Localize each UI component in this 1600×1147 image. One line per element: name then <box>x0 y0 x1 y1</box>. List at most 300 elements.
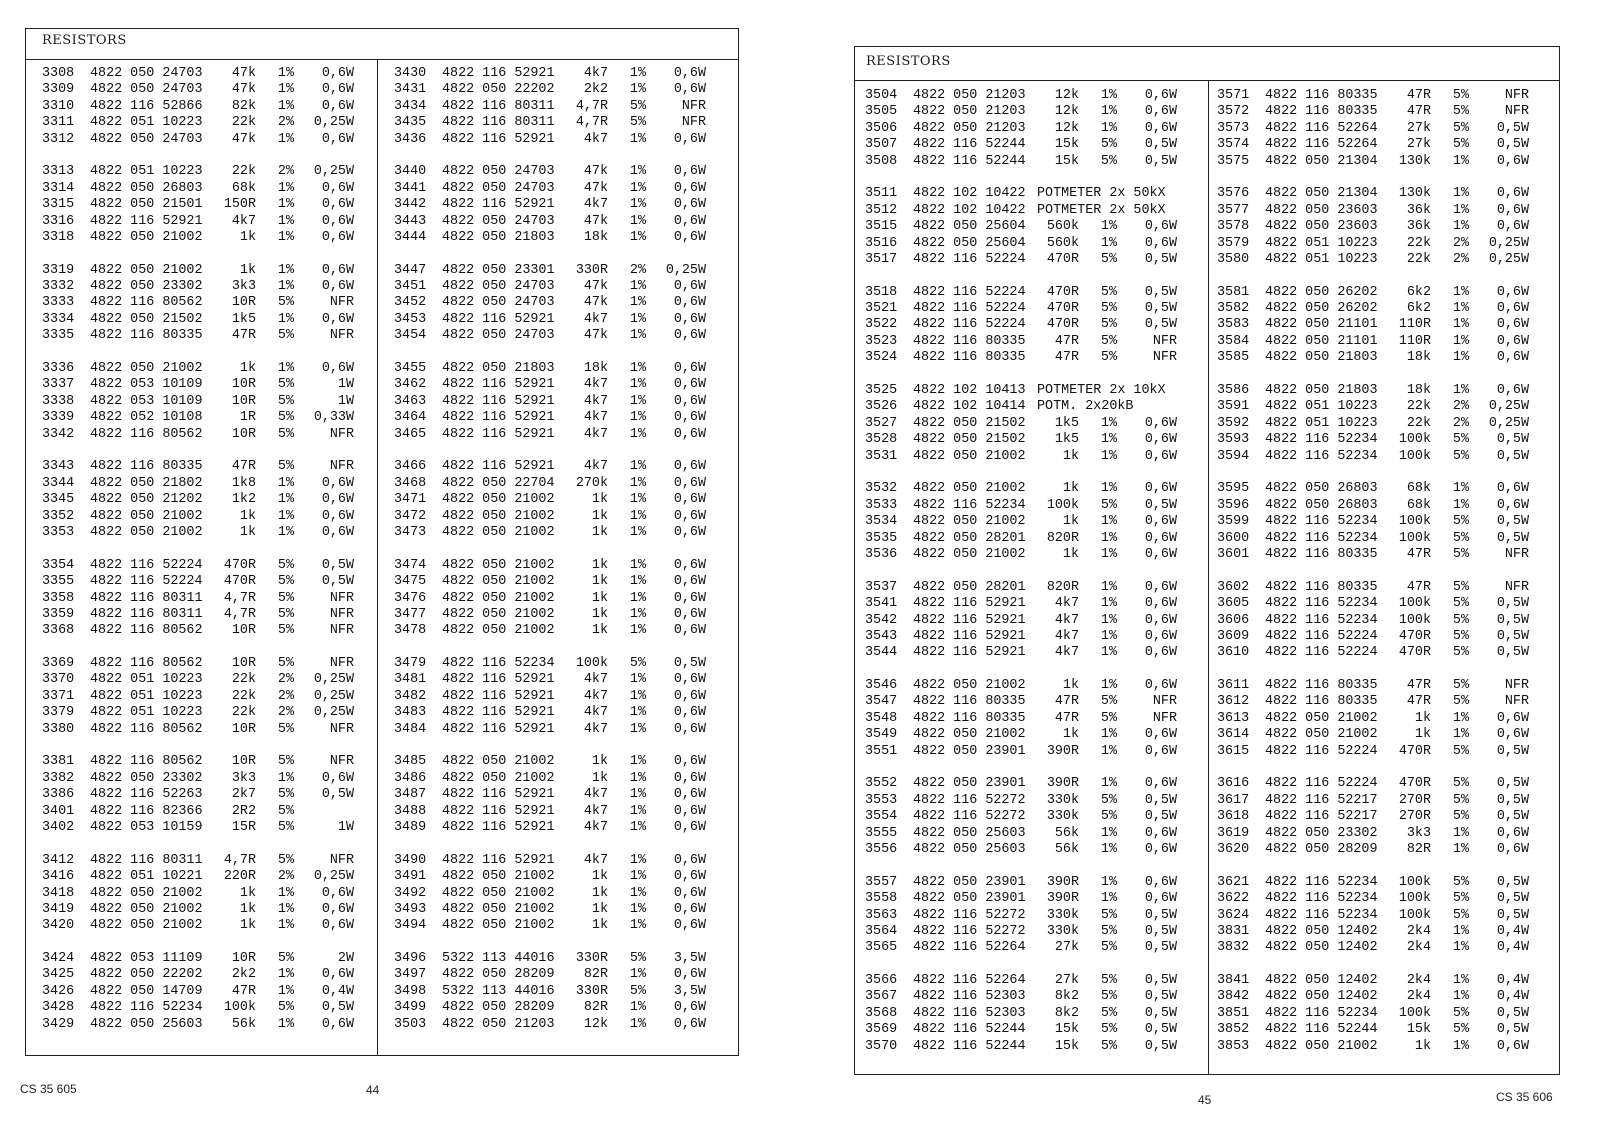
tolerance-cell: 1% <box>277 131 294 147</box>
value-cell: 2R2 <box>231 803 256 819</box>
part-code-cell: 4822 050 21002 <box>442 557 555 573</box>
ref-cell: 3386 <box>42 787 75 803</box>
table-row <box>394 230 706 246</box>
part-code-cell: 4822 116 80311 <box>90 606 203 622</box>
ref-cell: 3472 <box>394 508 427 524</box>
value-cell: 1k <box>1062 448 1079 464</box>
tolerance-cell: 5% <box>1100 907 1117 923</box>
part-code-cell: 4822 050 21502 <box>913 432 1026 448</box>
ref-cell: 3491 <box>394 869 427 885</box>
power-cell: 0,6W <box>321 197 354 213</box>
tolerance-cell: 1% <box>629 787 646 803</box>
ref-cell: 3606 <box>1217 612 1250 628</box>
tolerance-cell: 1% <box>629 311 646 327</box>
part-code-cell: 4822 050 26803 <box>1265 481 1378 497</box>
table-row <box>1217 678 1529 694</box>
ref-cell: 3466 <box>394 459 427 475</box>
part-code-cell: 4822 116 80335 <box>913 694 1026 710</box>
power-cell: 0,6W <box>1496 841 1529 857</box>
tolerance-cell: 1% <box>1452 284 1469 300</box>
tolerance-cell: 5% <box>277 754 294 770</box>
left-header-divider <box>25 59 739 60</box>
row-group <box>1217 383 1529 465</box>
tolerance-cell: 5% <box>1100 1038 1117 1054</box>
power-cell: 0,25W <box>1488 415 1529 431</box>
table-row <box>1217 694 1529 710</box>
part-code-cell: 4822 050 21002 <box>913 481 1026 497</box>
value-cell: 1k <box>239 918 256 934</box>
ref-cell: 3370 <box>42 672 75 688</box>
ref-cell: 3494 <box>394 918 427 934</box>
table-row <box>394 951 706 967</box>
ref-cell: 3523 <box>865 333 898 349</box>
ref-cell: 3577 <box>1217 202 1250 218</box>
part-code-cell: 4822 116 52234 <box>1265 612 1378 628</box>
value-cell: 47k <box>583 328 608 344</box>
part-code-cell: 4822 116 52921 <box>442 410 555 426</box>
tolerance-cell: 1% <box>1452 923 1469 939</box>
part-code-cell: 4822 050 21002 <box>90 918 203 934</box>
left-column-divider <box>377 59 378 1056</box>
value-cell: 15k <box>1054 153 1079 169</box>
table-row <box>394 492 706 508</box>
value-cell: 68k <box>231 180 256 196</box>
table-row <box>42 689 354 705</box>
tolerance-cell: 1% <box>629 557 646 573</box>
power-cell: 0,4W <box>1496 989 1529 1005</box>
tolerance-cell: 5% <box>1100 1005 1117 1021</box>
value-cell: 110R <box>1398 333 1431 349</box>
table-row <box>1217 203 1529 219</box>
table-row <box>1217 809 1529 825</box>
ref-cell: 3551 <box>865 743 898 759</box>
table-row <box>394 607 706 623</box>
ref-cell: 3601 <box>1217 546 1250 562</box>
tolerance-cell: 5% <box>277 557 294 573</box>
tolerance-cell: 5% <box>277 328 294 344</box>
power-cell: 0,6W <box>673 508 706 524</box>
value-cell: 1k <box>591 557 608 573</box>
power-cell: 0,6W <box>1144 579 1177 595</box>
power-cell: 0,6W <box>673 197 706 213</box>
value-cell: 330R <box>575 951 608 967</box>
tolerance-cell: 1% <box>1100 776 1117 792</box>
part-code-cell: 4822 116 52921 <box>442 426 555 442</box>
power-cell: 0,5W <box>1144 251 1177 267</box>
power-cell: 0,5W <box>1144 792 1177 808</box>
table-row <box>394 869 706 885</box>
value-cell: 68k <box>1406 481 1431 497</box>
power-cell: 0,5W <box>1496 120 1529 136</box>
value-cell: 82R <box>1406 841 1431 857</box>
part-code-cell: 4822 050 24703 <box>90 82 203 98</box>
ref-cell: 3431 <box>394 82 427 98</box>
value-cell: 8k2 <box>1054 989 1079 1005</box>
table-row <box>865 531 1189 547</box>
tolerance-cell: 1% <box>277 983 294 999</box>
tolerance-cell: 1% <box>629 606 646 622</box>
value-cell: 27k <box>1406 120 1431 136</box>
part-code-cell: 4822 050 22202 <box>90 967 203 983</box>
ref-cell: 3451 <box>394 279 427 295</box>
table-row <box>394 361 706 377</box>
ref-cell: 3853 <box>1217 1038 1250 1054</box>
ref-cell: 3428 <box>42 1000 75 1016</box>
table-row <box>394 656 706 672</box>
value-cell: 56k <box>1054 841 1079 857</box>
tolerance-cell: 5% <box>629 115 646 131</box>
value-cell: 4k7 <box>583 311 608 327</box>
power-cell: 0,6W <box>673 869 706 885</box>
tolerance-cell: 5% <box>277 393 294 409</box>
part-code-cell: 4822 116 52224 <box>1265 645 1378 661</box>
part-code-cell: 4822 116 80311 <box>90 852 203 868</box>
power-cell: NFR <box>329 590 354 606</box>
table-row <box>394 312 706 328</box>
part-code-cell: 4822 116 52224 <box>90 574 203 590</box>
table-row <box>42 459 354 475</box>
power-cell: 0,6W <box>673 393 706 409</box>
table-row <box>1217 596 1529 612</box>
table-row <box>42 672 354 688</box>
tolerance-cell: 5% <box>1100 284 1117 300</box>
part-code-cell: 4822 116 80562 <box>90 295 203 311</box>
ref-cell: 3489 <box>394 819 427 835</box>
ref-cell: 3447 <box>394 262 427 278</box>
value-cell: 1k5 <box>1054 415 1079 431</box>
ref-cell: 3424 <box>42 951 75 967</box>
table-row <box>1217 399 1529 415</box>
table-row <box>865 809 1189 825</box>
part-code-cell: 4822 116 52921 <box>442 66 555 81</box>
part-code-cell: 4822 116 52866 <box>90 98 203 114</box>
ref-cell: 3507 <box>865 137 898 153</box>
tolerance-cell: 5% <box>1452 546 1469 562</box>
tolerance-cell: 1% <box>1100 825 1117 841</box>
table-row <box>394 82 706 98</box>
value-cell: 100k <box>1398 874 1431 890</box>
row-group <box>865 973 1189 1055</box>
value-cell: 2k2 <box>231 967 256 983</box>
part-code-cell: 4822 116 52244 <box>913 1038 1026 1054</box>
power-cell: NFR <box>329 426 354 442</box>
ref-cell: 3369 <box>42 656 75 672</box>
power-cell: 0,5W <box>1496 137 1529 153</box>
ref-cell: 3506 <box>865 120 898 136</box>
value-cell: 3k3 <box>231 770 256 786</box>
power-cell: 0,6W <box>321 967 354 983</box>
part-code-cell: 4822 116 80311 <box>442 98 555 114</box>
table-row <box>42 328 354 344</box>
ref-cell: 3512 <box>865 202 898 218</box>
power-cell: 0,6W <box>673 180 706 196</box>
tolerance-cell: 1% <box>629 197 646 213</box>
value-cell: 3k3 <box>1406 825 1431 841</box>
tolerance-cell: 1% <box>1452 973 1469 989</box>
tolerance-cell: 1% <box>1452 383 1469 399</box>
tolerance-cell: 1% <box>629 66 646 81</box>
value-cell: 1k <box>1414 1038 1431 1054</box>
table-row <box>1217 236 1529 252</box>
power-cell: 0,6W <box>673 475 706 491</box>
right-footer-code: CS 35 606 <box>1496 1090 1553 1104</box>
value-cell: 330k <box>1046 809 1079 825</box>
value-cell: 47k <box>583 279 608 295</box>
table-row <box>1217 891 1529 907</box>
value-cell: 470R <box>1046 301 1079 317</box>
value-cell: 2k4 <box>1406 923 1431 939</box>
power-cell: NFR <box>329 623 354 639</box>
ref-cell: 3620 <box>1217 841 1250 857</box>
value-cell: 1k <box>591 885 608 901</box>
part-code-cell: 4822 050 21203 <box>442 1016 555 1032</box>
table-row <box>1217 793 1529 809</box>
table-row <box>865 793 1189 809</box>
table-row <box>865 301 1189 317</box>
row-group <box>865 285 1189 367</box>
power-cell: 0,6W <box>673 164 706 180</box>
ref-cell: 3504 <box>865 88 898 103</box>
ref-cell: 3479 <box>394 656 427 672</box>
ref-cell: 3624 <box>1217 907 1250 923</box>
part-code-cell: 4822 102 10414 <box>913 399 1026 415</box>
ref-cell: 3544 <box>865 645 898 661</box>
power-cell: 0,5W <box>1144 301 1177 317</box>
value-cell: 47k <box>231 131 256 147</box>
value-cell: 100k <box>1398 891 1431 907</box>
tolerance-cell: 5% <box>1452 137 1469 153</box>
table-row <box>394 984 706 1000</box>
tolerance-cell: 1% <box>629 574 646 590</box>
tolerance-cell: 1% <box>1452 153 1469 169</box>
value-cell: 100k <box>1398 612 1431 628</box>
part-code-cell: 4822 116 52272 <box>913 923 1026 939</box>
table-row <box>42 82 354 98</box>
tolerance-cell: 5% <box>1452 596 1469 612</box>
value-cell: 10R <box>231 393 256 409</box>
value-cell: 3k3 <box>231 279 256 295</box>
table-row <box>865 629 1189 645</box>
part-code-cell: 4822 050 24703 <box>90 66 203 81</box>
tolerance-cell: 1% <box>629 328 646 344</box>
tolerance-cell: 1% <box>629 852 646 868</box>
row-group <box>42 263 354 345</box>
table-row <box>865 498 1189 514</box>
table-row <box>1217 727 1529 743</box>
power-cell: 0,6W <box>1144 546 1177 562</box>
table-row <box>1217 629 1529 645</box>
part-code-cell: 4822 116 52264 <box>913 940 1026 956</box>
value-cell: 47R <box>1406 694 1431 710</box>
tolerance-cell: 5% <box>277 951 294 967</box>
ref-cell: 3619 <box>1217 825 1250 841</box>
part-code-cell: 4822 116 52224 <box>1265 743 1378 759</box>
tolerance-cell: 1% <box>277 361 294 377</box>
value-cell: 100k <box>1398 448 1431 464</box>
power-cell: NFR <box>681 98 706 114</box>
table-row <box>394 918 706 934</box>
power-cell: 0,5W <box>1496 776 1529 792</box>
value-cell: 1k <box>591 574 608 590</box>
value-cell: 1k <box>1414 727 1431 743</box>
tolerance-cell: 5% <box>1100 923 1117 939</box>
ref-cell: 3599 <box>1217 514 1250 530</box>
ref-cell: 3499 <box>394 1000 427 1016</box>
power-cell: 0,6W <box>1144 432 1177 448</box>
value-cell: 4k7 <box>583 803 608 819</box>
ref-cell: 3332 <box>42 279 75 295</box>
part-code-cell: 4822 050 21502 <box>913 415 1026 431</box>
tolerance-cell: 1% <box>277 475 294 491</box>
table-row <box>865 350 1189 366</box>
table-row <box>865 236 1189 252</box>
right-page-number: 45 <box>1198 1093 1212 1107</box>
part-code-cell: 4822 116 52217 <box>1265 809 1378 825</box>
tolerance-cell: 1% <box>1100 743 1117 759</box>
tolerance-cell: 5% <box>277 590 294 606</box>
tolerance-cell: 1% <box>629 492 646 508</box>
ref-cell: 3483 <box>394 705 427 721</box>
tolerance-cell: 1% <box>629 82 646 98</box>
power-cell: 0,6W <box>321 901 354 917</box>
tolerance-cell: 1% <box>629 426 646 442</box>
value-cell: 100k <box>1398 907 1431 923</box>
power-cell: 0,6W <box>1496 153 1529 169</box>
part-code-cell: 4822 116 52224 <box>913 301 1026 317</box>
value-cell: 1k <box>591 918 608 934</box>
power-cell: 3,5W <box>673 983 706 999</box>
value-cell: 47R <box>1406 88 1431 103</box>
tolerance-cell: 1% <box>629 164 646 180</box>
value-cell: 82R <box>583 967 608 983</box>
table-row <box>1217 449 1529 465</box>
part-code-cell: 4822 116 52263 <box>90 787 203 803</box>
table-row <box>1217 924 1529 940</box>
value-cell: 1k <box>1062 546 1079 562</box>
part-code-cell: 4822 050 28209 <box>442 967 555 983</box>
part-code-cell: 4822 050 21002 <box>1265 727 1378 743</box>
tolerance-cell: 1% <box>629 180 646 196</box>
power-cell: 0,25W <box>313 672 354 688</box>
power-cell: 0,6W <box>673 606 706 622</box>
part-code-cell: 4822 116 52272 <box>913 792 1026 808</box>
value-cell: 1k <box>239 262 256 278</box>
table-row <box>42 295 354 311</box>
value-cell: 4k7 <box>583 131 608 147</box>
tolerance-cell: 1% <box>277 967 294 983</box>
power-cell: 0,6W <box>673 131 706 147</box>
value-cell: 4k7 <box>583 688 608 704</box>
value-cell: 47R <box>1406 678 1431 694</box>
value-cell: 10R <box>231 377 256 393</box>
part-code-cell: 4822 116 80335 <box>913 350 1026 366</box>
table-row <box>42 754 354 770</box>
part-code-cell: 4822 051 10223 <box>1265 399 1378 415</box>
value-cell: 4k7 <box>1054 612 1079 628</box>
tolerance-cell: 1% <box>629 819 646 835</box>
ref-cell: 3444 <box>394 229 427 245</box>
value-cell: 4k7 <box>583 852 608 868</box>
table-row <box>394 902 706 918</box>
part-code-cell: 4822 050 23901 <box>913 743 1026 759</box>
ref-cell: 3573 <box>1217 120 1250 136</box>
part-code-cell: 4822 116 80335 <box>90 328 203 344</box>
value-cell: 2k7 <box>231 787 256 803</box>
part-code-cell: 4822 116 52921 <box>442 803 555 819</box>
power-cell: 0,6W <box>673 705 706 721</box>
table-row <box>865 514 1189 530</box>
part-code-cell: 4822 050 21002 <box>442 574 555 590</box>
ref-cell: 3612 <box>1217 694 1250 710</box>
power-cell: 0,6W <box>673 787 706 803</box>
value-cell: 4k7 <box>583 66 608 81</box>
ref-cell: 3311 <box>42 115 75 131</box>
table-row <box>1217 334 1529 350</box>
ref-cell: 3586 <box>1217 383 1250 399</box>
power-cell: 0,5W <box>1496 448 1529 464</box>
part-code-cell: 4822 116 52234 <box>1265 432 1378 448</box>
tolerance-cell: 1% <box>629 229 646 245</box>
part-code-cell: 4822 050 21002 <box>90 524 203 540</box>
part-code-cell: 4822 050 21803 <box>442 361 555 377</box>
row-group <box>1217 580 1529 662</box>
tolerance-cell: 5% <box>1452 907 1469 923</box>
tolerance-cell: 5% <box>277 819 294 835</box>
ref-cell: 3557 <box>865 874 898 890</box>
value-cell: 27k <box>1054 940 1079 956</box>
part-code-cell: 4822 050 23603 <box>1265 219 1378 235</box>
ref-cell: 3342 <box>42 426 75 442</box>
value-cell: 470R <box>1398 743 1431 759</box>
part-code-cell: 4822 050 21002 <box>442 606 555 622</box>
table-row <box>865 973 1189 989</box>
part-code-cell: 4822 051 10223 <box>1265 251 1378 267</box>
power-cell: 0,5W <box>1496 628 1529 644</box>
ref-cell: 3492 <box>394 885 427 901</box>
value-cell: 100k <box>223 1000 256 1016</box>
value-cell: 4k7 <box>583 705 608 721</box>
part-code-cell: 4822 116 80335 <box>1265 678 1378 694</box>
power-cell: NFR <box>1504 678 1529 694</box>
tolerance-cell: 1% <box>277 508 294 524</box>
part-code-cell: 4822 116 52921 <box>442 377 555 393</box>
part-code-cell: 4822 116 52224 <box>913 284 1026 300</box>
power-cell: 0,25W <box>313 705 354 721</box>
ref-cell: 3524 <box>865 350 898 366</box>
part-code-cell: 4822 116 52921 <box>442 459 555 475</box>
part-code-cell: 4822 116 52921 <box>442 197 555 213</box>
table-row <box>865 186 1189 202</box>
part-code-cell: 4822 116 52244 <box>913 153 1026 169</box>
tolerance-cell: 5% <box>277 656 294 672</box>
table-row <box>865 596 1189 612</box>
table-row <box>42 230 354 246</box>
value-cell: 2k4 <box>1406 989 1431 1005</box>
table-row <box>42 197 354 213</box>
table-row <box>42 214 354 230</box>
value-cell: 330k <box>1046 792 1079 808</box>
ref-cell: 3359 <box>42 606 75 622</box>
ref-cell: 3452 <box>394 295 427 311</box>
value-cell: 18k <box>1406 383 1431 399</box>
part-code-cell: 4822 050 23901 <box>913 874 1026 890</box>
ref-cell: 3316 <box>42 213 75 229</box>
part-code-cell: 4822 050 21803 <box>1265 383 1378 399</box>
row-group <box>394 656 706 738</box>
ref-cell: 3582 <box>1217 301 1250 317</box>
ref-cell: 3552 <box>865 776 898 792</box>
part-code-cell: 4822 116 80562 <box>90 721 203 737</box>
